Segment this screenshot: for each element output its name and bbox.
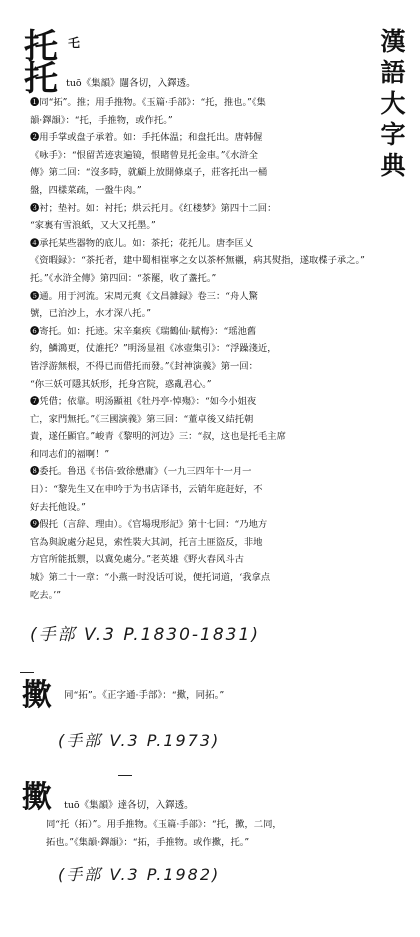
definition-line: 方官所能抵禦，以冀免處分。”老英雄《野火春风斗古 — [30, 554, 244, 566]
definition-line: 貴，遂任顯官。”峻青《黎明的河边》三：“叔，这也是托毛主席 — [30, 431, 286, 443]
definition-line: 傳》第二回：“沒多時，就顧上放開條桌子，莊客托出一桶 — [30, 167, 268, 179]
phonetic-line: tuō《集韻》闥各切，入鐸透。 — [66, 78, 196, 89]
head-char-1: 托 — [24, 27, 58, 67]
definition-line: 號，已泊沙上，水才深八托。” — [30, 308, 151, 320]
definition-line: ❾假托（言辞、理由）。《官場現形記》第十七回：“乃地方 — [30, 519, 268, 531]
definition-line: 官為與說處分起見，索性裝大其詞，托言土匪盜反，非地 — [30, 536, 263, 548]
head-char-2nd-entry: 擹 — [22, 678, 52, 713]
definition-line: ❽委托。鲁迅《书信·致徐懋庸》（一九三四年十一月一 — [30, 466, 252, 478]
definition-line: 和同志们的福啊！” — [30, 448, 110, 460]
separator-line — [20, 672, 34, 673]
definition-line: 韻·鐸韻》：“托，手推物，或作托。” — [30, 114, 173, 126]
small-head-char: 乇 — [68, 36, 81, 50]
definition-line: 托。”《水浒全傳》第四回：“茶罷，收了盞托。” — [30, 272, 217, 284]
definition-line: ❸衬；垫衬。如：衬托；烘云托月。《红楼梦》第四十二回： — [30, 202, 277, 214]
definition-line: 亡，家門無托。”《三國演義》第三回：“董卓後又結托朝 — [30, 413, 254, 425]
definition-block — [30, 94, 366, 604]
definition-line: 盤，四樣菜疏，一盤牛肉。” — [30, 184, 142, 196]
definition-line: ❺通。用于河流。宋周元爽《文昌雜録》卷三：“舟人驚 — [30, 290, 258, 302]
definition-line: ❻寄托。如：托迹。宋辛棄疾《瑞鶴仙·賦梅》：“瑶池舊 — [30, 325, 257, 337]
definition-line: 好去托他设。” — [30, 501, 86, 513]
definition-line: 《资暇録》：“茶托者，建中蜀相崔寧之女以茶杯無襯，病其熨指，遂取楪子承之。” — [30, 255, 365, 267]
definition-block — [46, 816, 366, 851]
separator-line — [118, 775, 132, 776]
handwritten-reference: (手部 V.3 P.1982) — [58, 865, 221, 884]
definition-line: ❼凭借；依靠。明汤顯祖《牡丹亭·悼殤》：“如今小姐夜 — [30, 396, 257, 408]
definition-line: 《咏手》：“恨留苦迹衷遍镜，恨睹曾見托金車。”《水浒全 — [30, 149, 258, 161]
handwritten-reference: (手部 V.3 P.1973) — [58, 731, 221, 750]
handwritten-reference: (手部 V.3 P.1830-1831) — [30, 625, 260, 645]
definition-line: ❶同“拓”。推；用手推物。《玉篇·手部》：“托，推也。”《集 — [30, 97, 266, 108]
definition-line: 約，鱗鴻更，仗誰托？”明汤显祖《冰壺集引》：“浮躁淺近， — [30, 343, 277, 355]
definition-line: 日）：“黎先生又在申吟于为书店译书，云销年庭赶好，不 — [30, 484, 263, 496]
dictionary-title: 漢語大字典 — [377, 28, 406, 183]
definition-line: 皆浮游無根，不得已而借托而發。”《封神演義》第一回： — [30, 360, 258, 372]
definition-line: 吃去。’” — [30, 589, 61, 601]
definition-line: “家裏有雪浪紙，又大又托墨。” — [30, 220, 156, 232]
definition-line: 城》第二十一章：“小燕一时没话可说，便托词道，‘我拿点 — [30, 572, 271, 584]
head-char-3rd-entry: 擹 — [22, 780, 52, 815]
definition-line: 同“托（拓）”。用手推物。《玉篇·手部》：“托，擹，二同， — [46, 819, 282, 830]
definition-line: ❹承托某些器物的底儿。如：茶托；花托儿。唐李匡乂 — [30, 237, 254, 249]
definition-line: 拓也。”《集韻·鐸韻》：“拓，手推物。或作擹，托。” — [46, 836, 250, 848]
phonetic-line: tuō《集韻》達各切，入鐸透。 — [64, 800, 194, 811]
definition-line: ❷用手掌或盘子承着。如：手托体温；和盘托出。唐韩偓 — [30, 132, 263, 144]
head-char-2: 托 — [24, 59, 58, 99]
definition-line: 同“拓”。《正字通·手部》：“擹，同拓。” — [64, 690, 225, 701]
definition-line: “你三妖可隱其妖形，托身宫院，惑亂君心。” — [30, 378, 212, 390]
